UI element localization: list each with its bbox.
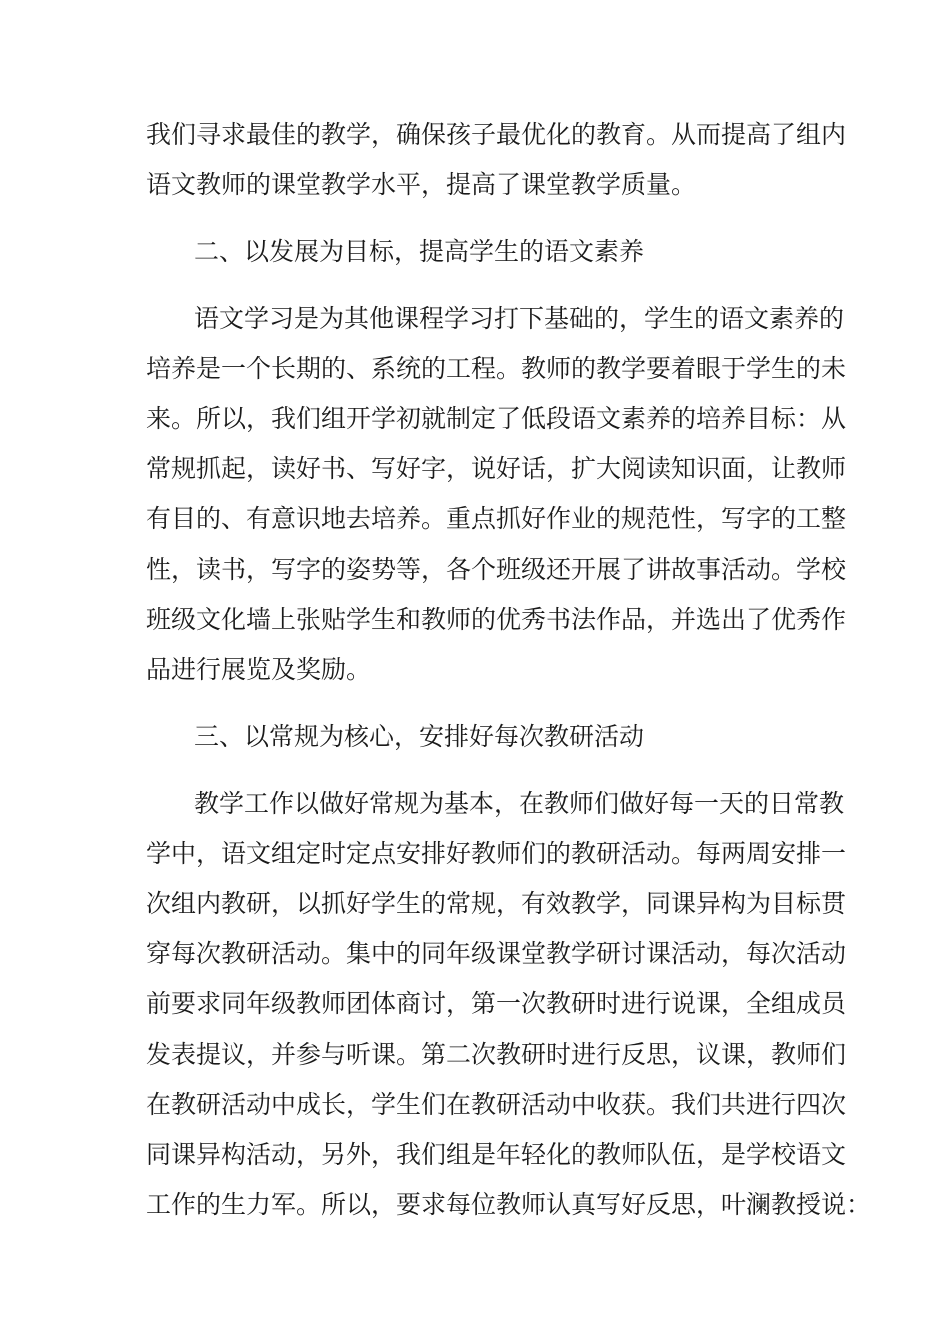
paragraph-line: 穿每次教研活动。集中的同年级课堂教学研讨课活动，每次活动 <box>146 939 847 968</box>
paragraph-line: 培养是一个长期的、系统的工程。教师的教学要着眼于学生的未 <box>146 354 847 383</box>
paragraph-line: 班级文化墙上张贴学生和教师的优秀书法作品，并选出了优秀作 <box>146 605 847 634</box>
paragraph-line: 性，读书，写字的姿势等，各个班级还开展了讲故事活动。学校 <box>146 555 847 584</box>
paragraph-line: 语文学习是为其他课程学习打下基础的，学生的语文素养的 <box>194 304 845 333</box>
section-heading: 三、以常规为核心，安排好每次教研活动 <box>194 722 645 751</box>
paragraph-line: 同课异构活动，另外，我们组是年轻化的教师队伍，是学校语文 <box>146 1140 847 1169</box>
paragraph-line: 前要求同年级教师团体商讨，第一次教研时进行说课，全组成员 <box>146 989 847 1018</box>
paragraph-line: 在教研活动中成长，学生们在教研活动中收获。我们共进行四次 <box>146 1090 847 1119</box>
section-heading: 二、以发展为目标，提高学生的语文素养 <box>194 237 645 266</box>
paragraph-line: 常规抓起，读好书、写好字，说好话，扩大阅读知识面，让教师 <box>146 454 847 483</box>
paragraph-line: 次组内教研，以抓好学生的常规，有效教学，同课异构为目标贯 <box>146 889 847 918</box>
paragraph-line: 我们寻求最佳的教学，确保孩子最优化的教育。从而提高了组内 <box>146 120 847 149</box>
paragraph-line: 来。所以，我们组开学初就制定了低段语文素养的培养目标：从 <box>146 404 847 433</box>
paragraph-line: 语文教师的课堂教学水平，提高了课堂教学质量。 <box>146 170 697 199</box>
paragraph-line: 品进行展览及奖励。 <box>146 655 372 684</box>
paragraph-line: 学中，语文组定时定点安排好教师们的教研活动。每两周安排一 <box>146 839 847 868</box>
paragraph-line: 有目的、有意识地去培养。重点抓好作业的规范性，写字的工整 <box>146 504 847 533</box>
paragraph-line: 教学工作以做好常规为基本，在教师们做好每一天的日常教 <box>194 789 845 818</box>
paragraph-line: 工作的生力军。所以，要求每位教师认真写好反思，叶澜教授说： <box>146 1190 872 1219</box>
paragraph-line: 发表提议，并参与听课。第二次教研时进行反思，议课，教师们 <box>146 1040 847 1069</box>
